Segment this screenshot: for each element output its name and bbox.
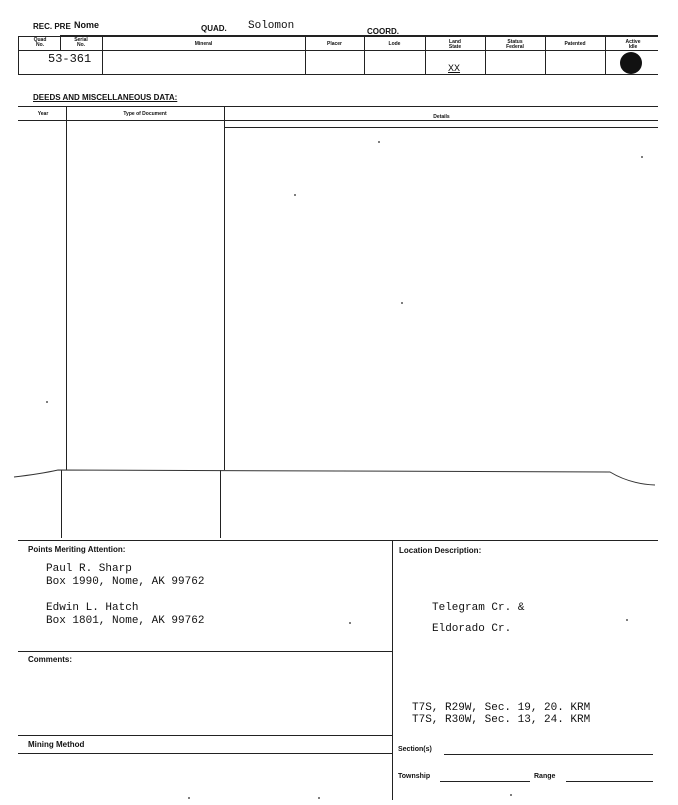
location-line-2: Eldorado Cr. [432,623,512,635]
points-label: Points Meriting Attention: [28,545,126,554]
col-divider-short [60,36,61,50]
comments-label: Comments: [28,655,73,664]
comments-top-line [18,651,392,652]
speck [349,622,351,624]
deeds-divider-type [224,106,225,470]
sections-field [444,754,653,755]
col-quad-no: Quad No. [33,37,47,48]
quad-value: Solomon [248,20,295,32]
speck [510,794,512,796]
deeds-header-line-2 [225,127,658,128]
col-placer: Placer [326,41,342,47]
deeds-bottom-line [18,540,658,541]
speck [401,302,403,304]
col-land-state: Land State [448,39,462,50]
speck [46,401,48,403]
mining-method-label: Mining Method [28,740,85,749]
township-label: Township [398,773,431,780]
col-year: Year [37,111,49,117]
trs-line-1: T7S, R29W, Sec. 19, 20. KRM [412,702,591,714]
speck [378,141,380,143]
location-line-1: Telegram Cr. & [432,602,525,614]
mining-top-line [18,735,392,736]
township-field [440,781,530,782]
contact-1-address: Box 1990, Nome, AK 99762 [46,576,205,588]
rec-label: REC. PRE [33,22,71,31]
land-state-mark: XX [448,64,461,75]
col-type-of-document: Type of Document [123,111,167,117]
claim-table-top [18,36,658,37]
contact-2-address: Box 1801, Nome, AK 99762 [46,615,205,627]
range-label: Range [534,773,556,780]
claim-table-left [18,36,19,74]
section-divider-vertical [392,540,393,800]
mining-bottom-line [18,753,392,754]
active-punch-hole [620,52,642,74]
speck [626,619,628,621]
col-status-federal: Status Federal [506,39,524,50]
col-patented: Patented [564,41,586,47]
col-lode: Lode [388,41,401,47]
rec-value: Nome [74,20,100,30]
speck [318,797,320,799]
claim-table-subline [18,50,658,51]
col-mineral: Mineral [194,41,213,47]
speck [188,797,190,799]
speck [641,156,643,158]
col-active-idle: Active Idle [625,39,641,50]
col-details: Details [433,114,450,120]
deeds-top-line [18,106,658,107]
fold-line [0,462,678,492]
contact-1-name: Paul R. Sharp [46,563,132,575]
col-divider [605,36,606,74]
speck [294,194,296,196]
claim-table-bottom [18,74,658,75]
coord-label: COORD. [367,27,399,36]
location-label: Location Description: [399,546,482,555]
quad-serial-value: 53-361 [48,52,92,66]
trs-line-2: T7S, R30W, Sec. 13, 24. KRM [412,714,591,726]
deeds-title: DEEDS AND MISCELLANEOUS DATA: [33,93,178,102]
sections-label: Section(s) [398,746,432,753]
contact-2-name: Edwin L. Hatch [46,602,139,614]
quad-label: QUAD. [201,24,227,33]
deeds-divider-year [66,106,67,470]
col-serial-no: Serial No. [74,37,88,48]
deeds-header-line [18,120,658,121]
range-field [566,781,653,782]
